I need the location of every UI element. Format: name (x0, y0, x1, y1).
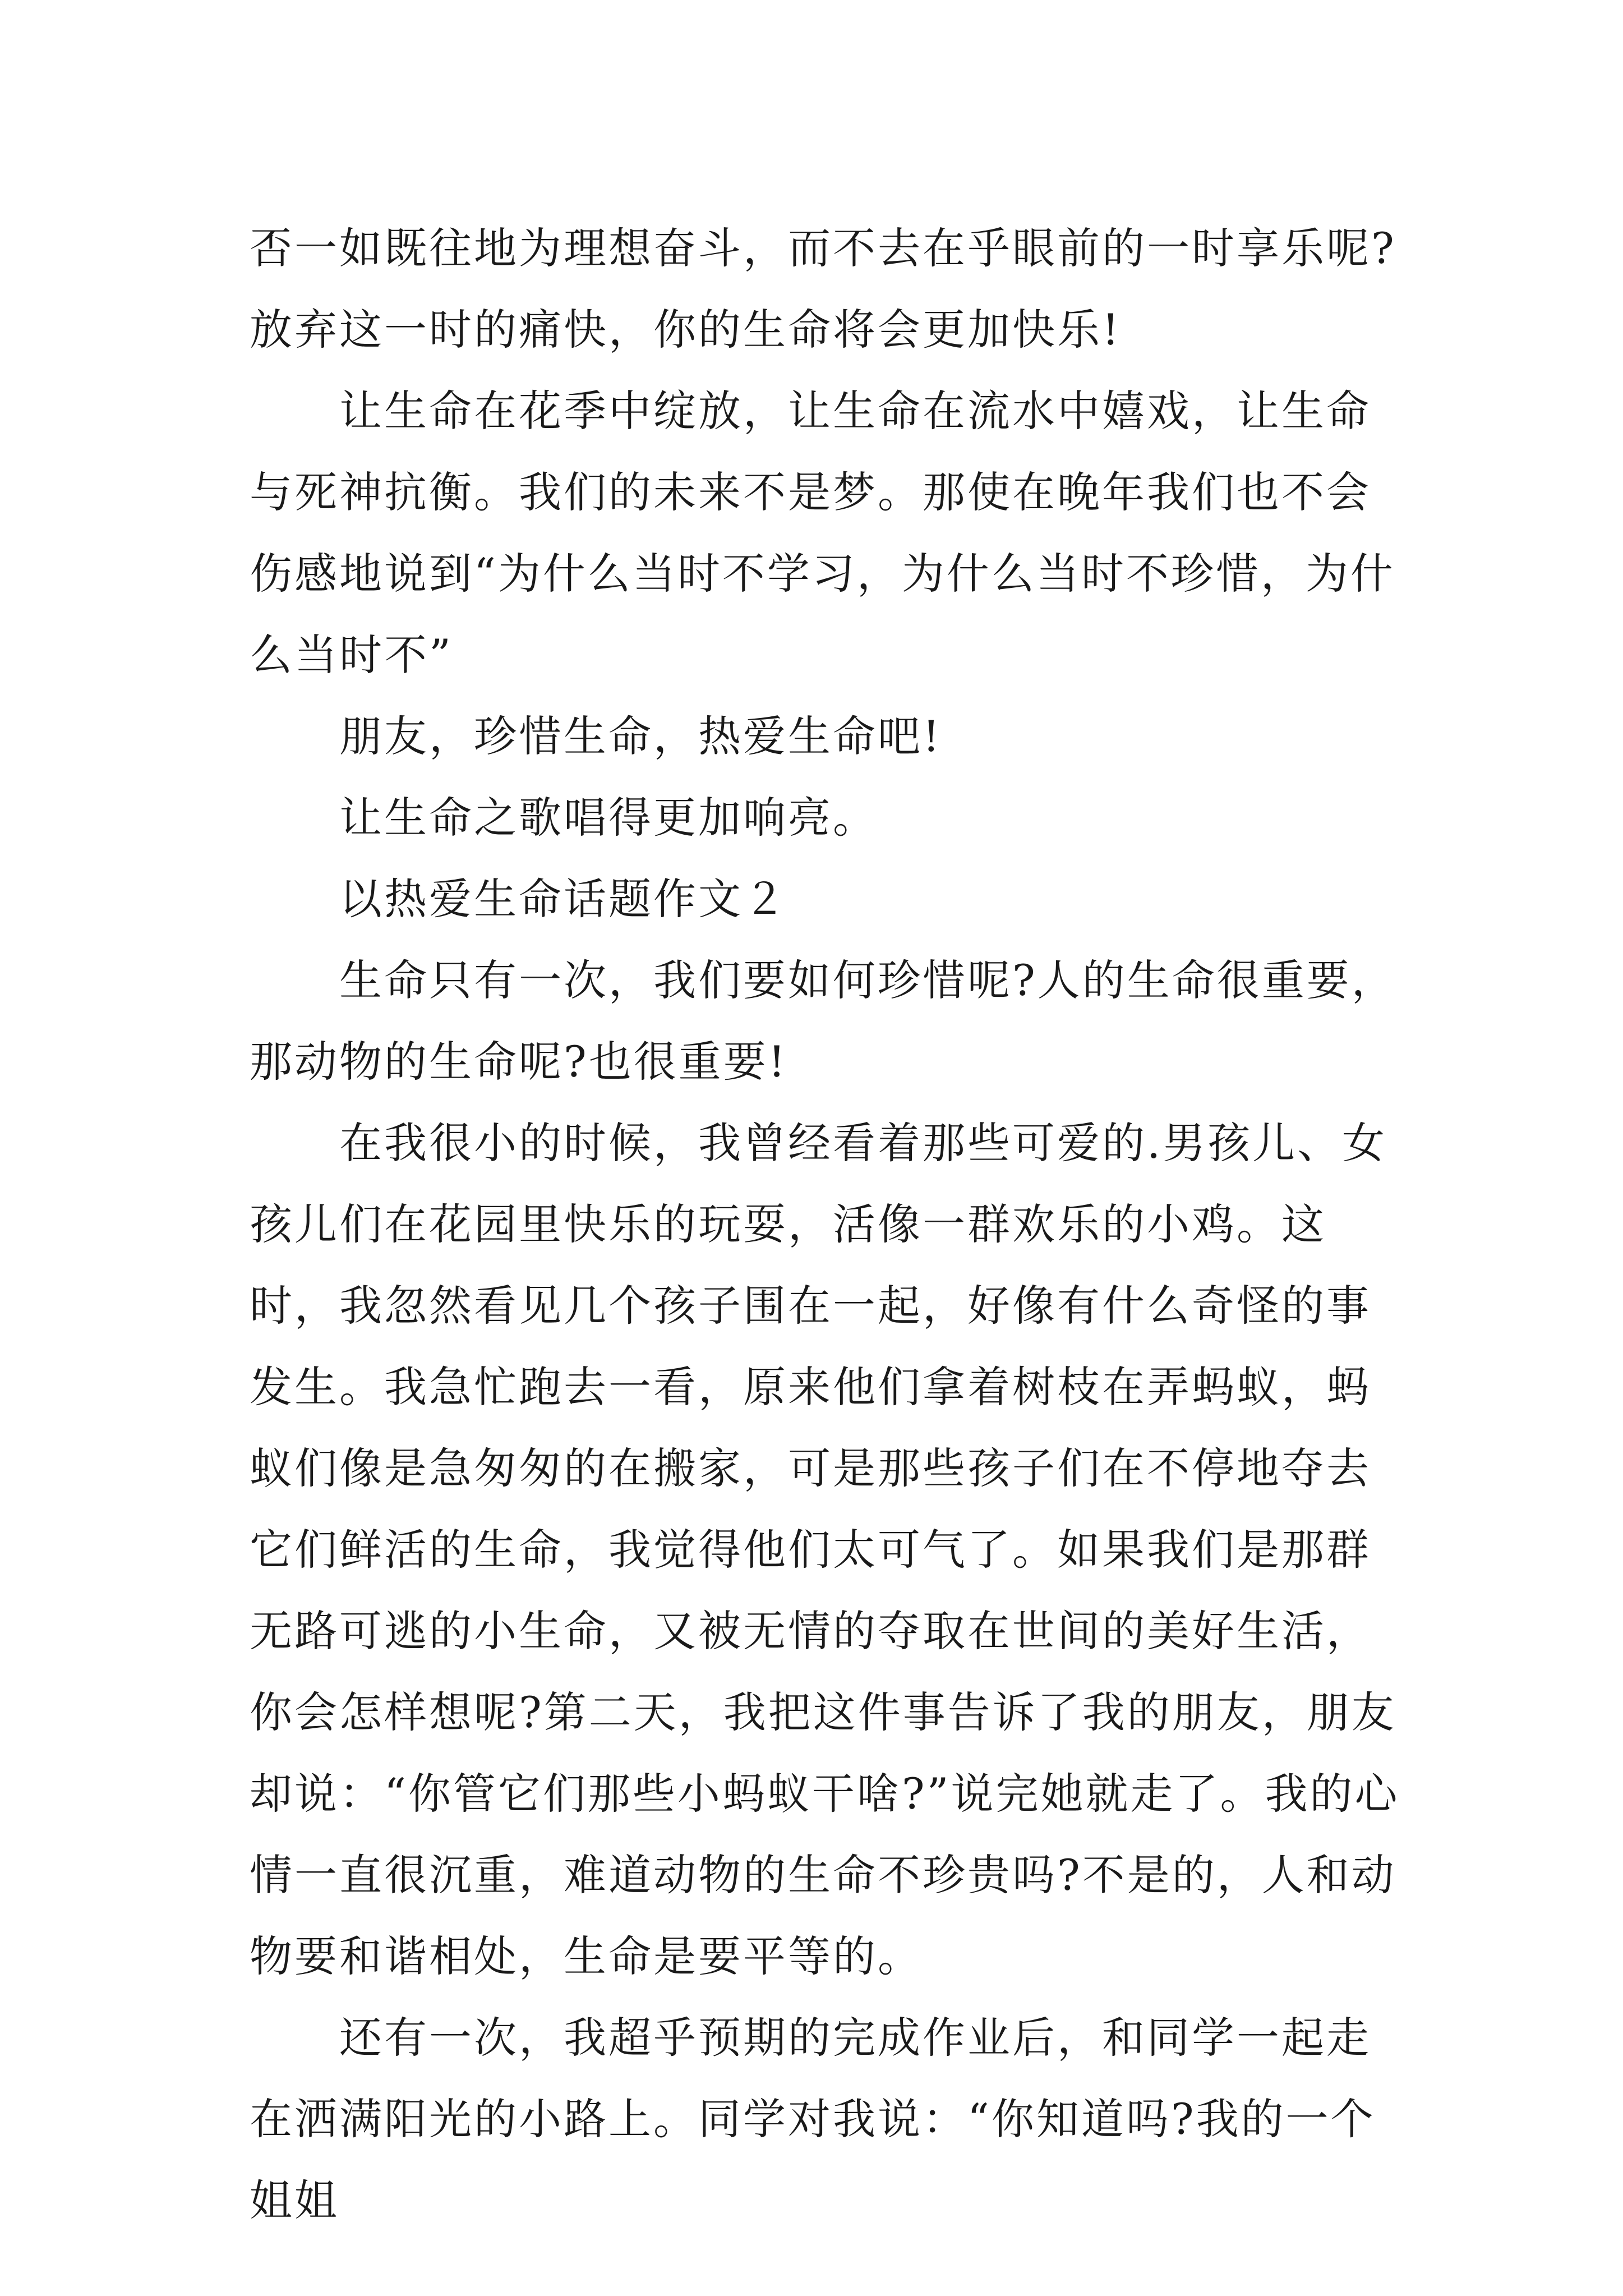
paragraph-6: 在我很小的时候，我曾经看着那些可爱的.男孩儿、女孩儿们在花园里快乐的玩耍，活像一群欢乐的小鸡。这时，我忽然看见几个孩子围在一起，好像有什么奇怪的事发生。我急忙跑去一看，原来他们拿着树枝在弄蚂蚁，蚂蚁们像是急匆匆的在搬家，可是那些孩子们在不停地夺去它们鲜活的生命，我觉得他们太可气了。如果我们是那群无路可逃的小生命，又被无情的夺取在世间的美好生活，你会怎样想呢?第二天，我把这件事告诉了我的朋友，朋友却说：“你管它们那些小蚂蚁干啥?”说完她就走了。我的心情一直很沉重，难道动物的生命不珍贵吗?不是的，人和动物要和谐相处，生命是要平等的。 (250, 1118, 1400, 1981)
paragraph-7: 还有一次，我超乎预期的完成作业后，和同学一起走在洒满阳光的小路上。同学对我说：“你知道吗?我的一个姐姐 (250, 2013, 1376, 2225)
paragraph-1: 否一如既往地为理想奋斗，而不去在乎眼前的一时享乐呢?放弃这一时的痛快，你的生命将会更加快乐! (250, 223, 1396, 355)
paragraph-2: 让生命在花季中绽放，让生命在流水中嬉戏，让生命与死神抗衡。我们的未来不是梦。那使在晚年我们也不会伤感地说到“为什么当时不学习，为什么当时不珍惜，为什么当时不” (250, 386, 1395, 680)
section-heading: 以热爱生命话题作文２ (339, 874, 788, 924)
paragraph-3: 朋友，珍惜生命，热爱生命吧! (339, 711, 942, 761)
paragraph-4: 让生命之歌唱得更加响亮。 (339, 793, 878, 843)
paragraph-5: 生命只有一次，我们要如何珍惜呢?人的生命很重要，那动物的生命呢?也很重要! (250, 955, 1396, 1087)
document-body (250, 208, 1405, 2241)
